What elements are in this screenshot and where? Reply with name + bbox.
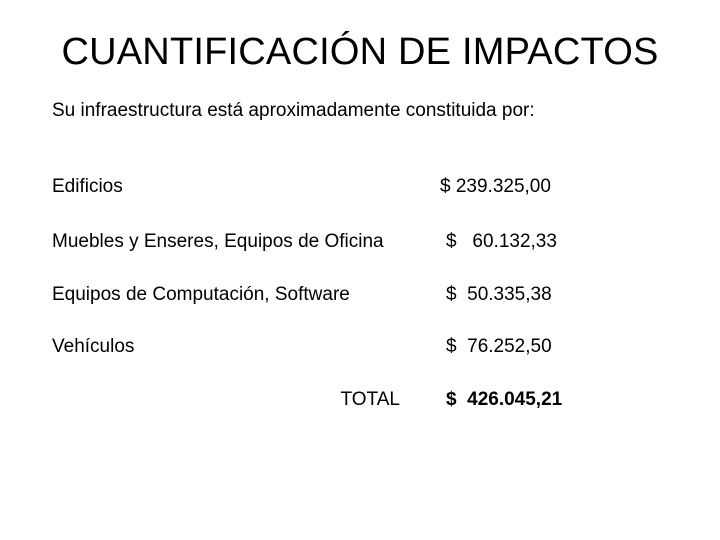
cost-amount: $ 50.335,38 (446, 284, 552, 305)
total-amount: $ 426.045,21 (446, 389, 563, 410)
cost-amount: $ 76.252,50 (446, 336, 552, 357)
intro-text: Su infraestructura está aproximadamente constituida por: (52, 100, 535, 121)
cost-label: Edificios (52, 176, 123, 197)
cost-label: Muebles y Enseres, Equipos de Oficina (52, 231, 384, 252)
cost-amount: $ 60.132,33 (446, 231, 557, 252)
cost-amount: $ 239.325,00 (440, 176, 551, 197)
cost-label: Equipos de Computación, Software (52, 284, 350, 305)
cost-row-muebles (0, 227, 720, 257)
cost-label: Vehículos (52, 336, 135, 357)
cost-row-computacion (0, 280, 720, 310)
cost-row-edificios (0, 172, 720, 202)
total-label: TOTAL (340, 389, 400, 410)
page-title: CUANTIFICACIÓN DE IMPACTOS (61, 31, 659, 73)
total-row (0, 385, 720, 415)
cost-row-vehiculos (0, 332, 720, 362)
